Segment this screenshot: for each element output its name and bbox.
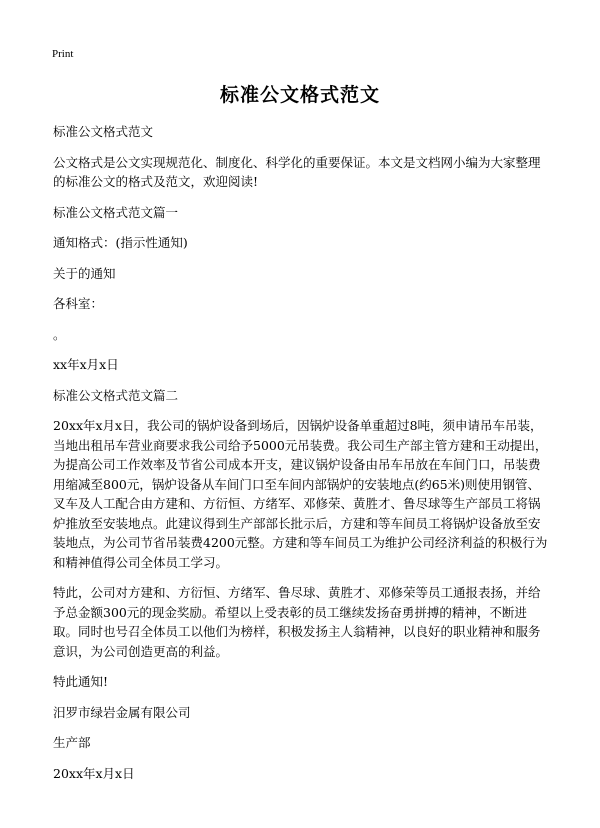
addressee-line: 各科室： — [53, 296, 104, 311]
print-link[interactable]: Print — [52, 48, 74, 60]
document-title: 标准公文格式范文 — [219, 84, 380, 106]
document-body — [53, 122, 550, 794]
body-paragraph-1: 20xx年x月x日，我公司的锅炉设备到场后，因锅炉设备单重超过8吨，须申请吊车吊装，当地出租吊车营业商要求我公司给予5000元吊装费。我公司生产部主管方建和王动提出，为提高公司工作效率及节省公司成本开支，建议锅炉设备由吊车吊放在车间门口，吊装费用缩减至800元，锅炉设备从车间门口至车间内部锅炉的安装地点(约65米)则使用钢管、叉车及人工配合由方建和、方衍恒、方绪军、邓修荣、黄胜才、鲁尽球等生产部员工将锅炉推放至安装地点。此建议得到生产部部长批示后，方建和等车间员工将锅炉设备放至安装地点，为公司节省吊装费4200元整。方建和等车间员工为维护公司经济利益的积极行为和精神值得公司全体员工学习。 — [53, 418, 548, 570]
company-name: 汨罗市绿岩金属有限公司 — [53, 704, 191, 720]
date-line-2: 20xx年x月x日 — [53, 765, 135, 781]
closing-line: 特此通知! — [53, 674, 109, 689]
section-heading-2: 标准公文格式范文篇二 — [53, 387, 179, 403]
section-heading-1: 标准公文格式范文篇一 — [53, 204, 179, 220]
notice-title-line: 关于的通知 — [53, 265, 116, 281]
intro-paragraph: 公文格式是公文实现规范化、制度化、科学化的重要保证。本文是文档网小编为大家整理的标准公文的格式及范文，欢迎阅读! — [53, 154, 541, 189]
department-name: 生产部 — [53, 735, 91, 750]
body-paragraph-2: 特此，公司对方建和、方衍恒、方绪军、鲁尽球、黄胜才、邓修荣等员工通报表扬，并给予总金额300元的现金奖励。希望以上受表彰的员工继续发扬奋勇拼搏的精神，不断进取。同时也号召全体员工以他们为榜样，积极发扬主人翁精神，以良好的职业精神和服务意识，为公司创造更高的利益。 — [53, 585, 541, 659]
notice-format-line: 通知格式：(指示性通知) — [53, 235, 188, 250]
date-line-1: xx年x月x日 — [53, 357, 119, 372]
placeholder-line: 。 — [53, 326, 66, 342]
subtitle-paragraph: 标准公文格式范文 — [53, 124, 154, 139]
